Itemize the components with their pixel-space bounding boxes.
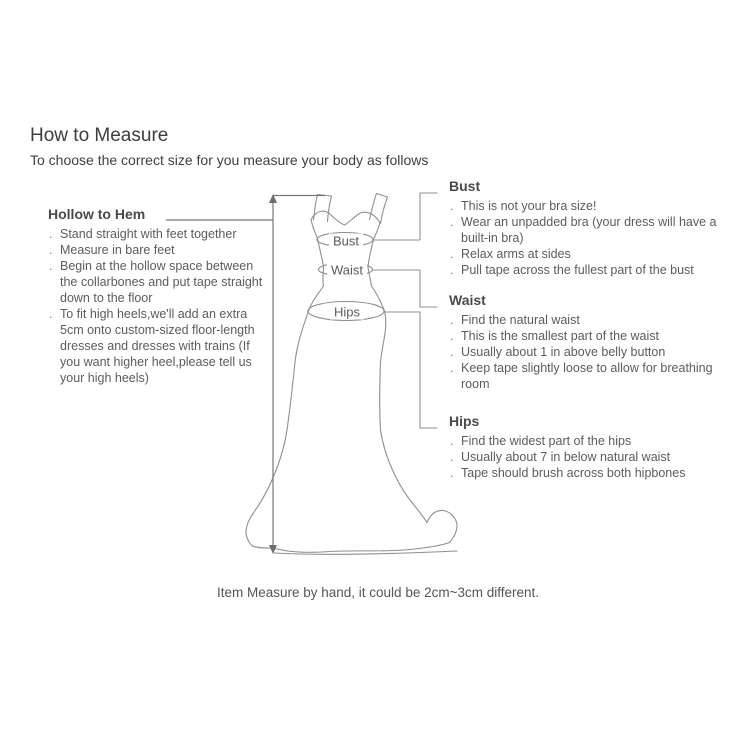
list-item bbox=[448, 312, 742, 328]
list-item-text: Find the natural waist bbox=[461, 313, 580, 327]
list-item bbox=[47, 258, 266, 306]
hips-connector-line bbox=[384, 312, 437, 428]
hips-label: Hips bbox=[330, 305, 364, 320]
waist-list bbox=[448, 312, 742, 392]
waist-connector-line bbox=[373, 270, 438, 307]
list-item bbox=[448, 449, 748, 465]
list-item bbox=[448, 360, 742, 392]
bullet-dot: . bbox=[450, 345, 454, 359]
list-item-text: To fit high heels,we'll add an extra 5cm onto custom-sized floor-length dresses and dresses with trains (If you want higher heel,please tell us your high heels) bbox=[60, 307, 255, 385]
list-item-text: Usually about 1 in above belly button bbox=[461, 345, 666, 359]
bust-connector-line bbox=[373, 193, 437, 240]
list-item bbox=[448, 433, 748, 449]
bullet-dot: . bbox=[49, 243, 53, 257]
bullet-dot: . bbox=[450, 313, 454, 327]
list-item-text: Relax arms at sides bbox=[461, 247, 571, 261]
dress-train-fold bbox=[427, 510, 457, 542]
list-item-text: This is the smallest part of the waist bbox=[461, 329, 659, 343]
bullet-dot: . bbox=[450, 215, 454, 229]
list-item-text: Pull tape across the fullest part of the bust bbox=[461, 263, 694, 277]
list-item-text: Usually about 7 in below natural waist bbox=[461, 450, 671, 464]
hips-list bbox=[448, 433, 748, 481]
bullet-dot: . bbox=[450, 434, 454, 448]
dress-hem bbox=[253, 543, 450, 553]
list-item-text: Keep tape slightly loose to allow for breathing room bbox=[461, 361, 713, 391]
section-heading-hollow-to-hem: Hollow to Hem bbox=[48, 206, 146, 222]
bullet-dot: . bbox=[450, 361, 454, 375]
bust-list bbox=[448, 198, 742, 278]
list-item bbox=[448, 328, 742, 344]
list-item bbox=[47, 226, 266, 242]
measurement-disclaimer: Item Measure by hand, it could be 2cm~3cm different. bbox=[216, 585, 540, 600]
list-item-text: This is not your bra size! bbox=[461, 199, 597, 213]
bullet-dot: . bbox=[450, 247, 454, 261]
bullet-dot: . bbox=[450, 450, 454, 464]
dress-left-strap bbox=[314, 195, 332, 222]
list-item bbox=[448, 465, 748, 481]
bullet-dot: . bbox=[49, 259, 53, 273]
page-subtitle: To choose the correct size for you measure your body as follows bbox=[30, 152, 429, 168]
bullet-dot: . bbox=[450, 199, 454, 213]
bullet-dot: . bbox=[450, 466, 454, 480]
section-hollow-to-hem bbox=[47, 206, 266, 386]
list-item bbox=[47, 306, 266, 386]
bullet-dot: . bbox=[49, 307, 53, 321]
section-bust bbox=[448, 178, 742, 278]
list-item-text: Tape should brush across both hipbones bbox=[461, 466, 686, 480]
list-item-text: Begin at the hollow space between the collarbones and put tape straight down to the floor bbox=[60, 259, 263, 305]
list-item bbox=[47, 242, 266, 258]
list-item-text: Wear an unpadded bra (your dress will have a built-in bra) bbox=[461, 215, 717, 245]
hollow-to-hem-list bbox=[47, 226, 266, 386]
section-hips bbox=[448, 413, 748, 481]
bullet-dot: . bbox=[450, 263, 454, 277]
list-item-text: Stand straight with feet together bbox=[60, 227, 237, 241]
section-waist bbox=[448, 292, 742, 392]
list-item-text: Measure in bare feet bbox=[60, 243, 175, 257]
list-item bbox=[448, 246, 742, 262]
section-heading-waist: Waist bbox=[449, 292, 486, 308]
list-item bbox=[448, 214, 742, 246]
list-item-text: Find the widest part of the hips bbox=[461, 434, 632, 448]
page-title: How to Measure bbox=[30, 125, 169, 146]
bullet-dot: . bbox=[450, 329, 454, 343]
bullet-dot: . bbox=[49, 227, 53, 241]
list-item bbox=[448, 262, 742, 278]
dress-right-strap bbox=[370, 194, 388, 224]
list-item bbox=[448, 344, 742, 360]
section-heading-hips: Hips bbox=[449, 413, 480, 429]
dress-right-outline bbox=[368, 223, 427, 523]
section-heading-bust: Bust bbox=[449, 178, 481, 194]
list-item bbox=[448, 198, 742, 214]
waist-label: Waist bbox=[327, 263, 367, 278]
bust-label: Bust bbox=[329, 234, 363, 249]
